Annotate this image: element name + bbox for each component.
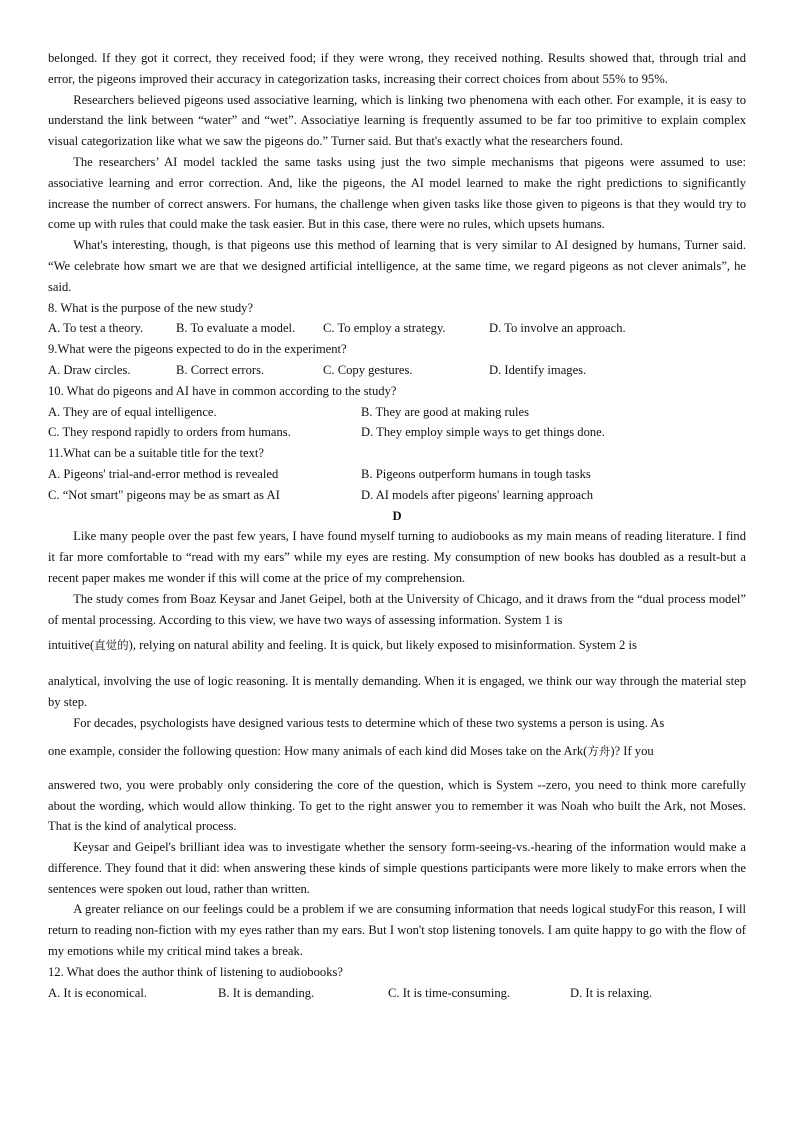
option-d: D. They employ simple ways to get things done. xyxy=(361,425,605,440)
option-b: B. Pigeons outperform humans in tough tasks xyxy=(361,466,591,481)
passage-d-line xyxy=(48,734,746,767)
question-11: 11.What can be a suitable title for the text? xyxy=(48,446,264,461)
passage-d-line: analytical, involving the use of logic reasoning. It is mentally demanding. When it is engaged, we think our way through the material step by step. xyxy=(48,674,746,710)
question-11-options-row1 xyxy=(48,464,746,485)
passage-d-paragraph: Keysar and Geipel's brilliant idea was to investigate whether the sensory form-seeing-vs.-hearing of the information would make a difference. They found that it did: when answering these kinds of simple questions participants were more likely to make errors when the sentences were spoken out loud, rather than written. xyxy=(48,840,746,896)
question-9: 9.What were the pigeons expected to do in the experiment? xyxy=(48,342,347,357)
passage-d-paragraph: Like many people over the past few years, I have found myself turning to audiobooks as my main means of reading literature. I find it far more comfortable to “read with my ears” while my eyes are resting. My consumption of new books has doubled as a result-but a recent paper makes me wonder if this will come at the price of my comprehension. xyxy=(48,529,746,585)
option-a: A. It is economical. xyxy=(48,985,147,1000)
passage-d-paragraph: The study comes from Boaz Keysar and Janet Geipel, both at the University of Chicago, and it draws from the “dual process model” of mental processing. According to this view, we have two ways of assessing information. System 1 is xyxy=(48,591,746,627)
passage-c-paragraph: The researchers’ AI model tackled the same tasks using just the two simple mechanisms that pigeons were assumed to use: associative learning and error correction. And, like the pigeons, the AI model learned to make the right predictions to significantly increase the number of correct answers. For humans, the challenge when given tasks like those given to pigeons is that they would try to come up with rules that could make the task easier. But in this case, there were no rules, which upsets humans. xyxy=(48,154,746,232)
passage-d-paragraph: For decades, psychologists have designed various tests to determine which of these two systems a person is using. As xyxy=(73,715,665,730)
passage-c-paragraph: What's interesting, though, is that pigeons use this method of learning that is very similar to AI designed by humans, Turner said. “We celebrate how smart we are that we designed artificial intelligence, at the same time, we regard pigeons as not clever animals”, he said. xyxy=(48,238,746,294)
option-a: A. Pigeons' trial-and-error method is revealed xyxy=(48,466,279,481)
question-8-options xyxy=(48,318,746,339)
text: intuitive( xyxy=(48,638,95,653)
question-12-options xyxy=(48,983,746,1004)
option-a: A. Draw circles. xyxy=(48,362,131,377)
text: )? If you xyxy=(610,743,654,758)
question-12: 12. What does the author think of listening to audiobooks? xyxy=(48,964,343,979)
text: one example, consider the following question: How many animals of each kind did Moses take on the Ark( xyxy=(48,743,588,758)
option-c: C. Copy gestures. xyxy=(323,362,413,377)
option-b: B. They are good at making rules xyxy=(361,404,529,419)
option-d: D. To involve an approach. xyxy=(489,321,626,336)
section-d-heading: D xyxy=(392,508,402,523)
question-11-options-row2 xyxy=(48,485,746,506)
option-c: C. They respond rapidly to orders from humans. xyxy=(48,425,291,440)
passage-d-paragraph: answered two, you were probably only considering the core of the question, which is System --zero, you need to think more carefully about the wording, which would allow thinking. To get to the right answer you to remember it was Noah who built the Ark, not Moses. That is the kind of analytical process. xyxy=(48,777,746,834)
question-8: 8. What is the purpose of the new study? xyxy=(48,300,254,315)
question-10-options-row1 xyxy=(48,402,746,423)
option-d: D. Identify images. xyxy=(489,362,587,377)
chinese-gloss: 方舟 xyxy=(587,743,611,758)
option-a: A. To test a theory. xyxy=(48,321,144,336)
option-c: C. “Not smart" pigeons may be as smart as AI xyxy=(48,487,280,502)
passage-d-line xyxy=(48,630,746,661)
option-c: C. It is time-consuming. xyxy=(388,985,511,1000)
text: ), relying on natural ability and feeling. It is quick, but likely exposed to misinformation. System 2 is xyxy=(128,638,637,653)
option-d: D. It is relaxing. xyxy=(570,985,653,1000)
passage-c-paragraph: Researchers believed pigeons used associative learning, which is linking two phenomena with each other. For example, it is easy to understand the link between “water” and “wet”. Associatiye learning is frequently assumed to be far too primitive to explain complex visual categorization like what we saw the pigeons do.” Turner said. But that's exactly what the researchers found. xyxy=(48,92,746,149)
option-b: B. Correct errors. xyxy=(176,362,265,377)
question-9-options xyxy=(48,360,746,381)
option-d: D. AI models after pigeons' learning approach xyxy=(361,487,594,502)
option-c: C. To employ a strategy. xyxy=(323,321,446,336)
option-a: A. They are of equal intelligence. xyxy=(48,404,217,419)
passage-c-paragraph: belonged. If they got it correct, they received food; if they were wrong, they received nothing. Results showed that, through trial and error, the pigeons improved their accuracy in categorization tasks, increasing their correct choices from about 55% to 95%. xyxy=(48,51,746,86)
exam-page xyxy=(48,48,746,1003)
passage-d-paragraph: A greater reliance on our feelings could be a problem if we are consuming information that needs logical studyFor this reason, I will return to reading non-fiction with my eyes rather than my ears. But I won't stop listening tonovels. I am quite happy to go with the flow of my emotions while my critical mind takes a break. xyxy=(48,902,746,959)
option-b: B. To evaluate a model. xyxy=(176,321,296,336)
option-b: B. It is demanding. xyxy=(218,985,315,1000)
question-10-options-row2 xyxy=(48,422,746,443)
question-10: 10. What do pigeons and AI have in common according to the study? xyxy=(48,383,397,398)
chinese-gloss: 直觉的 xyxy=(94,638,129,653)
